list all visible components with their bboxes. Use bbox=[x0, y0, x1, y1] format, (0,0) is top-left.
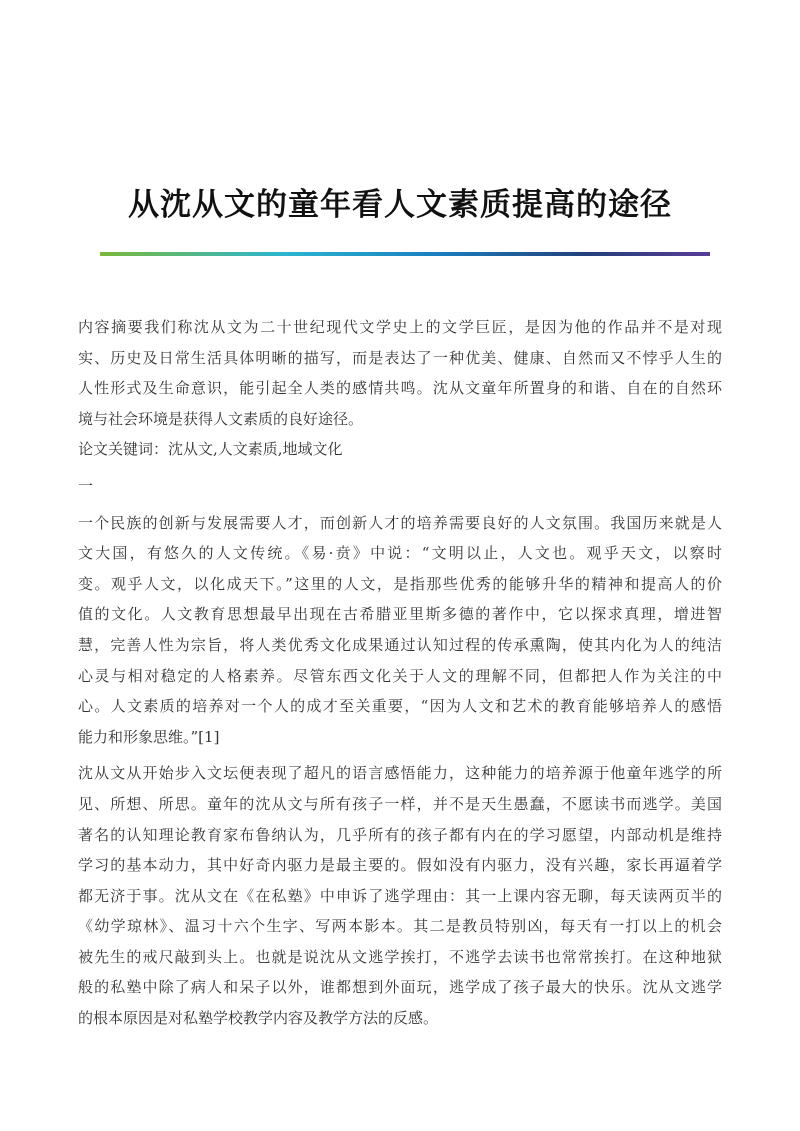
title-divider bbox=[100, 252, 710, 256]
document-title: 从沈从文的童年看人文素质提高的途径 bbox=[128, 186, 672, 223]
text-line: 值的文化。人文教育思想最早出现在古希腊亚里斯多德的著作中，它以探求真理，增进智 bbox=[78, 605, 722, 624]
text-line: 的根本原因是对私塾学校教学内容及教学方法的反感。 bbox=[78, 1009, 439, 1028]
abstract-paragraph bbox=[78, 312, 722, 434]
paragraph-1 bbox=[78, 508, 722, 753]
text-line: 心。人文素质的培养对一个人的成才至关重要，“因为人文和艺术的教育能够培养人的感悟 bbox=[78, 697, 722, 716]
text-line: 学习的基本动力，其中好奇内驱力是最主要的。假如没有内驱力，没有兴趣，家长再逼着学 bbox=[78, 856, 722, 875]
text-line: 内容摘要我们称沈从文为二十世纪现代文学史上的文学巨匠，是因为他的作品并不是对现 bbox=[78, 318, 722, 336]
document-body bbox=[78, 312, 722, 1034]
text-line: 实、历史及日常生活具体明晰的描写，而是表达了一种优美、健康、自然而又不悖乎人生的 bbox=[78, 348, 722, 367]
section-number: 一 bbox=[78, 476, 94, 495]
text-line: 能力和形象思维。”[1] bbox=[78, 727, 220, 746]
text-line: 慧，完善人性为宗旨，将人类优秀文化成果通过认知过程的传承熏陶，使其内化为人的纯洁 bbox=[78, 635, 722, 654]
text-line: 见、所想、所思。童年的沈从文与所有孩子一样，并不是天生愚蠢，不愿读书而逃学。美国 bbox=[78, 794, 722, 813]
paragraph-2 bbox=[78, 758, 722, 1033]
text-line: 著名的认知理论教育家布鲁纳认为，几乎所有的孩子都有内在的学习愿望，内部动机是维持 bbox=[78, 825, 722, 844]
text-line: 人性形式及生命意识，能引起全人类的感情共鸣。沈从文童年所置身的和谐、自在的自然环 bbox=[78, 379, 722, 398]
text-line: 变。观乎人文，以化成天下。”这里的人文，是指那些优秀的能够升华的精神和提高人的价 bbox=[78, 574, 722, 593]
text-line: 沈从文从开始步入文坛便表现了超凡的语言感悟能力，这种能力的培养源于他童年逃学的所 bbox=[78, 764, 722, 783]
text-line: 般的私塾中除了病人和呆子以外，谁都想到外面玩，逃学成了孩子最大的快乐。沈从文逃学 bbox=[78, 978, 722, 997]
text-line: 都无济于事。沈从文在《在私塾》中申诉了逃学理由：其一上课内容无聊，每天读两页半的 bbox=[78, 886, 722, 905]
keywords: 论文关键词：沈从文,人文素质,地域文化 bbox=[78, 440, 343, 459]
text-line: 一个民族的创新与发展需要人才，而创新人才的培养需要良好的人文氛围。我国历来就是人 bbox=[78, 513, 722, 532]
text-line: 文大国，有悠久的人文传统。《易·贲》中说：“文明以止，人文也。观乎天文，以察时 bbox=[78, 544, 722, 563]
text-line: 被先生的戒尺敲到头上。也就是说沈从文逃学挨打，不逃学去读书也常常挨打。在这种地狱 bbox=[78, 947, 722, 966]
text-line: 心灵与相对稳定的人格素养。尽管东西文化关于人文的理解不同，但都把人作为关注的中 bbox=[78, 666, 722, 685]
text-line: 境与社会环境是获得人文素质的良好途径。 bbox=[78, 409, 364, 428]
text-line: 《幼学琼林》、温习十六个生字、写两本影本。其二是教员特别凶，每天有一打以上的机会 bbox=[78, 917, 722, 936]
